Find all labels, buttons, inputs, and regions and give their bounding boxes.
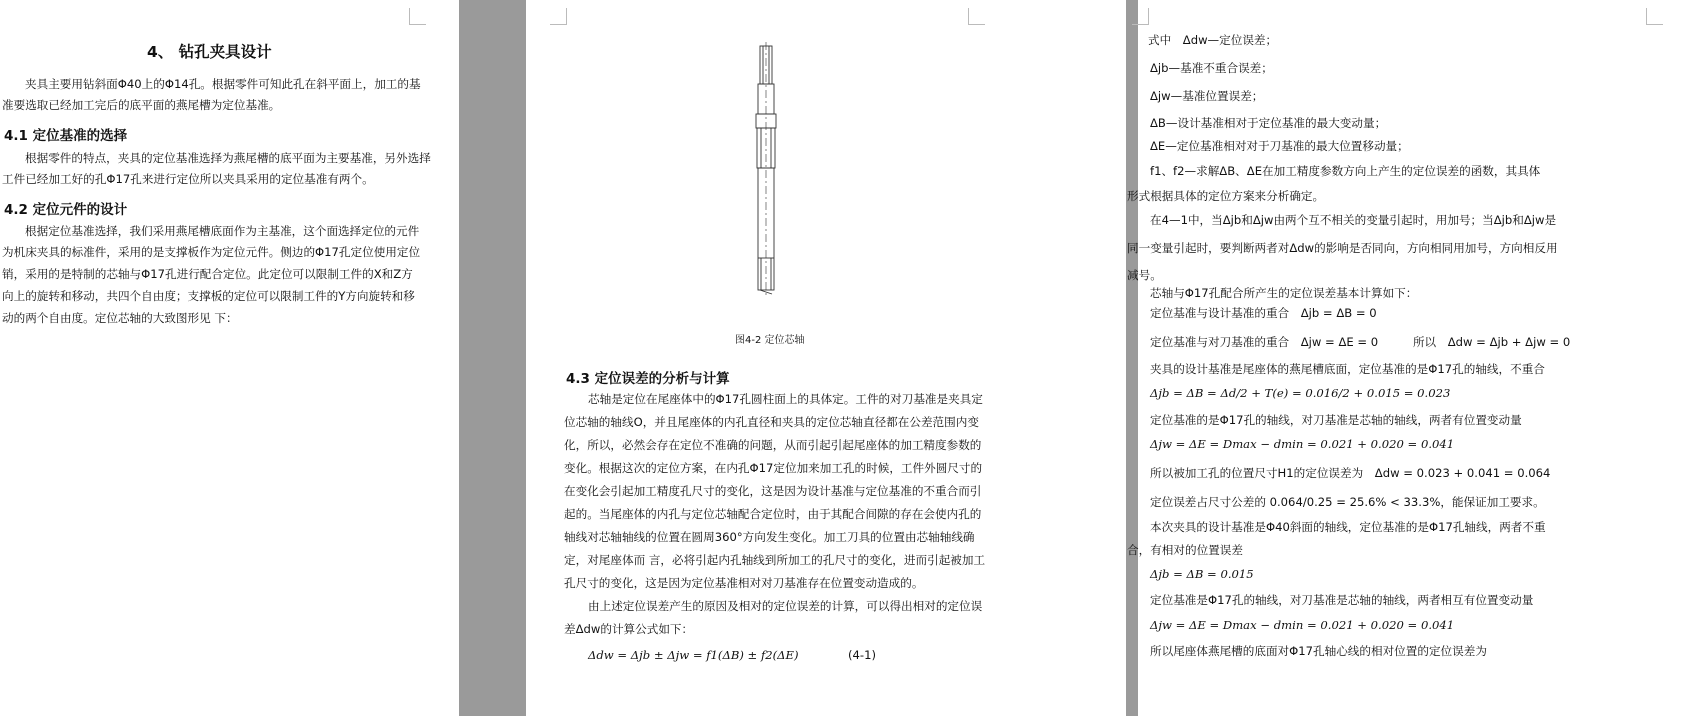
- chapter-title: 4、 钻孔夹具设计: [147, 43, 272, 61]
- formula: Δdw = Δjb ± Δjw = f1(ΔB) ± f2(ΔE): [588, 648, 799, 662]
- paragraph-line: 在变化会引起加工精度孔尺寸的变化，这是因为设计基准与定位基准的不重合而引: [564, 484, 982, 498]
- paragraph-line: 由上述定位误差产生的原因及相对的定位误差的计算，可以得出相对的定位误: [588, 599, 983, 613]
- paragraph-line: 根据零件的特点，夹具的定位基准选择为燕尾槽的底平面为主要基准，另外选择: [25, 151, 431, 165]
- page-corner-mark: [1132, 8, 1149, 25]
- paragraph-line: 工件已经加工好的孔Φ17孔来进行定位所以夹具采用的定位基准有两个。: [2, 172, 374, 186]
- formula: Δjw = ΔE = Dmax − dmin = 0.021 + 0.020 = 0.041: [1150, 618, 1455, 632]
- paragraph-line: 本次夹具的设计基准是Φ40斜面的轴线，定位基准的是Φ17孔轴线，两者不重: [1150, 520, 1546, 534]
- page-corner-mark: [550, 8, 567, 25]
- paragraph-line: 准要选取已经加工完后的底平面的燕尾槽为定位基准。: [2, 98, 281, 112]
- section-heading: 4.2 定位元件的设计: [4, 202, 128, 218]
- mandrel-drawing: [736, 40, 796, 300]
- paragraph-line: 所以尾座体燕尾槽的底面对Φ17孔轴心线的相对位置的定位误差为: [1150, 644, 1487, 658]
- paragraph-line: 定位基准与对刀基准的重合 Δjw = ΔE = 0 所以 Δdw = Δjb + Δjw = 0: [1150, 335, 1571, 349]
- paragraph-line: 销，采用的是特制的芯轴与Φ17孔进行配合定位。此定位可以限制工件的X和Z方: [2, 267, 413, 281]
- paragraph-line: 定，对尾座体而 言，必将引起内孔轴线到所加工的孔尺寸的变化，进而引起被加工: [564, 553, 986, 567]
- paragraph-line: 孔尺寸的变化，这是因为定位基准相对对刀基准存在位置变动造成的。: [564, 576, 924, 590]
- paragraph-line: ΔE—定位基准相对对于刀基准的最大位置移动量；: [1150, 139, 1409, 153]
- paragraph-line: 位芯轴的轴线O，并且尾座体的内孔直径和夹具的定位芯轴直径都在公差范围内变: [564, 415, 979, 429]
- paragraph-line: Δjw—基准位置误差；: [1150, 89, 1264, 103]
- page-corner-mark: [1646, 8, 1663, 25]
- formula-number: (4-1): [848, 648, 876, 662]
- paragraph-line: 轴线对芯轴轴线的位置在圆周360°方向发生变化。加工刀具的位置由芯轴轴线确: [564, 530, 975, 544]
- section-heading: 4.3 定位误差的分析与计算: [566, 371, 730, 387]
- paragraph-line: 变化。根据这次的定位方案，在内孔Φ17定位加来加工孔的时候，工件外圆尺寸的: [564, 461, 983, 475]
- paragraph-line: 合，有相对的位置误差: [1127, 543, 1243, 557]
- document-page-1: [0, 0, 459, 716]
- paragraph-line: 定位基准与设计基准的重合 Δjb = ΔB = 0: [1150, 306, 1377, 320]
- paragraph-line: Δjb—基准不重合误差；: [1150, 61, 1273, 75]
- paragraph-line: 芯轴与Φ17孔配合所产生的定位误差基本计算如下：: [1150, 286, 1418, 300]
- paragraph-line: 起的。当尾座体的内孔与定位芯轴配合定位时，由于其配合间隙的存在会使内孔的: [564, 507, 982, 521]
- paragraph-line: 向上的旋转和移动，共四个自由度；支撑板的定位可以限制工件的Y方向旋转和移: [2, 289, 415, 303]
- paragraph-line: 根据定位基准选择，我们采用燕尾槽底面作为主基准，这个面选择定位的元件: [25, 224, 420, 238]
- formula: Δjb = ΔB = 0.015: [1150, 567, 1254, 581]
- paragraph-line: 动的两个自由度。定位芯轴的大致图形见 下：: [2, 311, 238, 325]
- paragraph-line: 形式根据具体的定位方案来分析确定。: [1127, 189, 1325, 203]
- paragraph-line: 式中 Δdw—定位误差；: [1148, 33, 1278, 47]
- paragraph-line: 同一变量引起时，要判断两者对Δdw的影响是否同向，方向相同用加号，方向相反用: [1127, 241, 1558, 255]
- paragraph-line: 减号。: [1127, 268, 1162, 282]
- paragraph-line: 夹具的设计基准是尾座体的燕尾槽底面，定位基准的是Φ17孔的轴线，不重合: [1150, 362, 1545, 376]
- paragraph-line: 定位基准的是Φ17孔的轴线，对刀基准是芯轴的轴线，两者有位置变动量: [1150, 413, 1522, 427]
- paragraph-line: 夹具主要用钻斜面Φ40上的Φ14孔。根据零件可知此孔在斜平面上，加工的基: [25, 77, 421, 91]
- paragraph-line: 为机床夹具的标准件，采用的是支撑板作为定位元件。侧边的Φ17孔定位使用定位: [2, 245, 421, 259]
- paragraph-line: 定位基准是Φ17孔的轴线，对刀基准是芯轴的轴线，两者相互有位置变动量: [1150, 593, 1534, 607]
- paragraph-line: 芯轴是定位在尾座体中的Φ17孔圆柱面上的具体定。工件的对刀基准是夹具定: [588, 392, 983, 406]
- page-corner-mark: [968, 8, 985, 25]
- paragraph-line: 所以被加工孔的位置尺寸H1的定位误差为 Δdw = 0.023 + 0.041 = 0.064: [1150, 466, 1551, 480]
- paragraph-line: ΔB—设计基准相对于定位基准的最大变动量；: [1150, 116, 1387, 130]
- figure-caption: 图4-2 定位芯轴: [735, 335, 805, 346]
- section-heading: 4.1 定位基准的选择: [4, 128, 128, 144]
- paragraph-line: 差Δdw的计算公式如下：: [564, 622, 694, 636]
- formula: Δjb = ΔB = Δd/2 + T(e) = 0.016/2 + 0.015 = 0.023: [1150, 386, 1451, 400]
- paragraph-line: f1、f2—求解ΔB、ΔE在加工精度参数方向上产生的定位误差的函数，其具体: [1150, 164, 1541, 178]
- paragraph-line: 定位误差占尺寸公差的 0.064/0.25 = 25.6% < 33.3%，能保证加工要求。: [1150, 495, 1545, 509]
- paragraph-line: 化，所以，必然会存在定位不准确的问题，从而引起引起尾座体的加工精度参数的: [564, 438, 982, 452]
- paragraph-line: 在4—1中，当Δjb和Δjw由两个互不相关的变量引起时，用加号；当Δjb和Δjw是: [1150, 213, 1557, 227]
- document-page-3: [1127, 0, 1692, 716]
- formula: Δjw = ΔE = Dmax − dmin = 0.021 + 0.020 = 0.041: [1150, 437, 1455, 451]
- page-corner-mark: [409, 8, 426, 25]
- document-page-2: [526, 0, 1126, 716]
